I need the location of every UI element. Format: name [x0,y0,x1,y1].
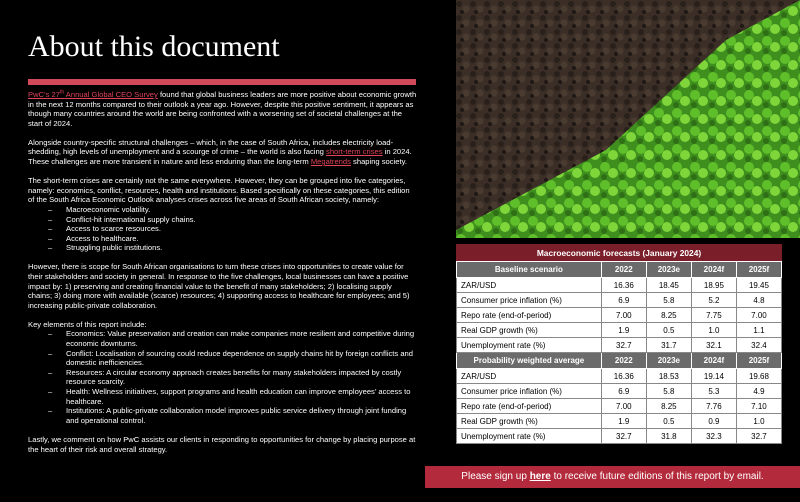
paragraph-5: Key elements of this report include: [28,319,147,329]
table-cell: 7.00 [601,399,646,414]
table-row [457,429,782,444]
table-cell: 31.8 [646,429,691,444]
table-cell: 7.75 [691,308,736,323]
table-cell: 32.4 [736,338,781,353]
table-cell: 19.68 [736,369,781,384]
signup-banner: Please sign up here to receive future editions of this report by email. [425,466,800,488]
list-item: – Health: Wellness initiatives, support programs and health education can improve employees’ access to healthcare. [28,387,418,406]
paragraph-1: PwC’s 27th Annual Global CEO Survey found that global business leaders are more positive about economic growth in the next 12 months compared to their outlook a year ago. However, despite this positive sentiment, it appears as though many countries around the world are being confronted with a worsening set of societal challenges at the start of 2024. [28,89,417,128]
table-cell: 32.1 [691,338,736,353]
table-header-cell: 2022 [601,353,646,369]
table-cell: 18.95 [691,278,736,293]
table-caption: Macroeconomic forecasts (January 2024) [457,244,782,262]
table-cell: 19.14 [691,369,736,384]
table-cell: 1.9 [601,323,646,338]
list-item: – Access to healthcare. [28,234,418,244]
table-cell: Real GDP growth (%) [457,323,602,338]
table-cell: 5.3 [691,384,736,399]
table-cell: Repo rate (end-of-period) [457,308,602,323]
table-row [457,278,782,293]
table-cell: 8.25 [646,308,691,323]
table-cell: 6.9 [601,384,646,399]
table-cell: 5.8 [646,384,691,399]
table-header-cell: 2022 [601,262,646,278]
table-cell: ZAR/USD [457,278,602,293]
list-item: – Macroeconomic volatility. [28,205,418,215]
table-row [457,399,782,414]
table-cell: 7.00 [736,308,781,323]
table-header-cell: Probability weighted average [457,353,602,369]
list-item: – Economics: Value preservation and creation can make companies more resilient and competitive during economic downturns. [28,329,418,348]
table-cell: 16.36 [601,278,646,293]
table-row [457,308,782,323]
body-text [28,90,418,464]
page-title: About this document [28,30,280,63]
table-header-cell: 2023e [646,353,691,369]
list-item: – Resources: A circular economy approach creates benefits for many stakeholders impacted by costly resource scarcity. [28,368,418,387]
paragraph-3: The short-term crises are certainly not the same everywhere. However, they can be grouped into five categories, namely: economics, conflict, resources, health and institutions. Based specifically on these categories, this edition of the South Africa Economic Outlook analyses crises across five areas of South African society, namely: [28,176,410,205]
table-cell: 1.0 [736,414,781,429]
table-cell: 1.1 [736,323,781,338]
table-cell: 7.10 [736,399,781,414]
table-header-row [457,262,782,278]
table-cell: 18.45 [646,278,691,293]
table-cell: 31.7 [646,338,691,353]
paragraph-4: However, there is scope for South African organisations to turn these crises into opportunities to create value for their stakeholders and society in general. In response to the five challenges, local businesses can have a positive impact by: 1) preserving and creating financial value to the benefit of many stakeholders; 2) localising supply chains; 3) doing more with available (scarce) resources; 4) supporting access to healthcare for employees; and 5) increasing public-private collaboration. [28,262,410,310]
table-header-row [457,353,782,369]
table-row [457,384,782,399]
table-cell: Consumer price inflation (%) [457,384,602,399]
areas-list [28,205,418,253]
paragraph-2: Alongside country-specific structural challenges – which, in the case of South Africa, includes electricity load-shedding, high levels of unemployment and a scourge of crime – the world is also facing short-term crises in 2024. These challenges are more transient in nature and less enduring than the long-term Megatrends shaping society. [28,137,412,167]
table-cell: 0.5 [646,414,691,429]
forecast-table-panel [456,244,782,441]
table-cell: 18.53 [646,369,691,384]
table-row [457,338,782,353]
title-accent-bar [28,79,416,85]
list-item: – Institutions: A public-private collaboration model improves public service delivery through joint funding and operational control. [28,406,418,425]
table-cell: 32.3 [691,429,736,444]
table-header-cell: 2024f [691,262,736,278]
table-cell: 8.25 [646,399,691,414]
table-header-cell: 2024f [691,353,736,369]
macro-forecast-table [456,244,782,444]
table-cell: Unemployment rate (%) [457,338,602,353]
table-cell: 5.2 [691,293,736,308]
table-cell: 1.9 [601,414,646,429]
table-cell: 1.0 [691,323,736,338]
table-header-cell: 2025f [736,262,781,278]
table-cell: 32.7 [601,429,646,444]
table-cell: Repo rate (end-of-period) [457,399,602,414]
table-cell: 4.8 [736,293,781,308]
table-row [457,414,782,429]
table-cell: 19.45 [736,278,781,293]
table-cell: 7.76 [691,399,736,414]
table-cell: 6.9 [601,293,646,308]
table-cell: 32.7 [601,338,646,353]
table-cell: 7.00 [601,308,646,323]
table-cell: Consumer price inflation (%) [457,293,602,308]
table-cell: ZAR/USD [457,369,602,384]
list-item: – Conflict-hit international supply chains. [28,215,418,225]
table-row [457,369,782,384]
signup-here-link[interactable]: here [529,471,551,482]
short-term-crises-link[interactable]: short-term crises [326,147,383,157]
list-item: – Struggling public institutions. [28,243,418,253]
megatrends-link[interactable]: Megatrends [310,157,351,167]
table-cell: 32.7 [736,429,781,444]
table-cell: 0.9 [691,414,736,429]
table-cell: 4.9 [736,384,781,399]
table-cell: 0.5 [646,323,691,338]
forest-aerial-image [456,0,800,238]
list-item: – Conflict: Localisation of sourcing could reduce dependence on supply chains hit by foreign conflicts and domestic inefficiencies. [28,349,418,368]
table-row [457,293,782,308]
table-cell: Real GDP growth (%) [457,414,602,429]
table-cell: 16.36 [601,369,646,384]
table-header-cell: Baseline scenario [457,262,602,278]
paragraph-6: Lastly, we comment on how PwC assists our clients in responding to opportunities for change by placing purpose at the heart of their risk and overall strategy. [28,434,416,454]
table-header-cell: 2023e [646,262,691,278]
list-item: – Access to scarce resources. [28,224,418,234]
report-elements-list [28,329,418,425]
ceo-survey-link[interactable]: PwC’s 27th Annual Global CEO Survey [28,89,158,99]
table-cell: Unemployment rate (%) [457,429,602,444]
table-header-cell: 2025f [736,353,781,369]
table-row [457,323,782,338]
table-cell: 5.8 [646,293,691,308]
